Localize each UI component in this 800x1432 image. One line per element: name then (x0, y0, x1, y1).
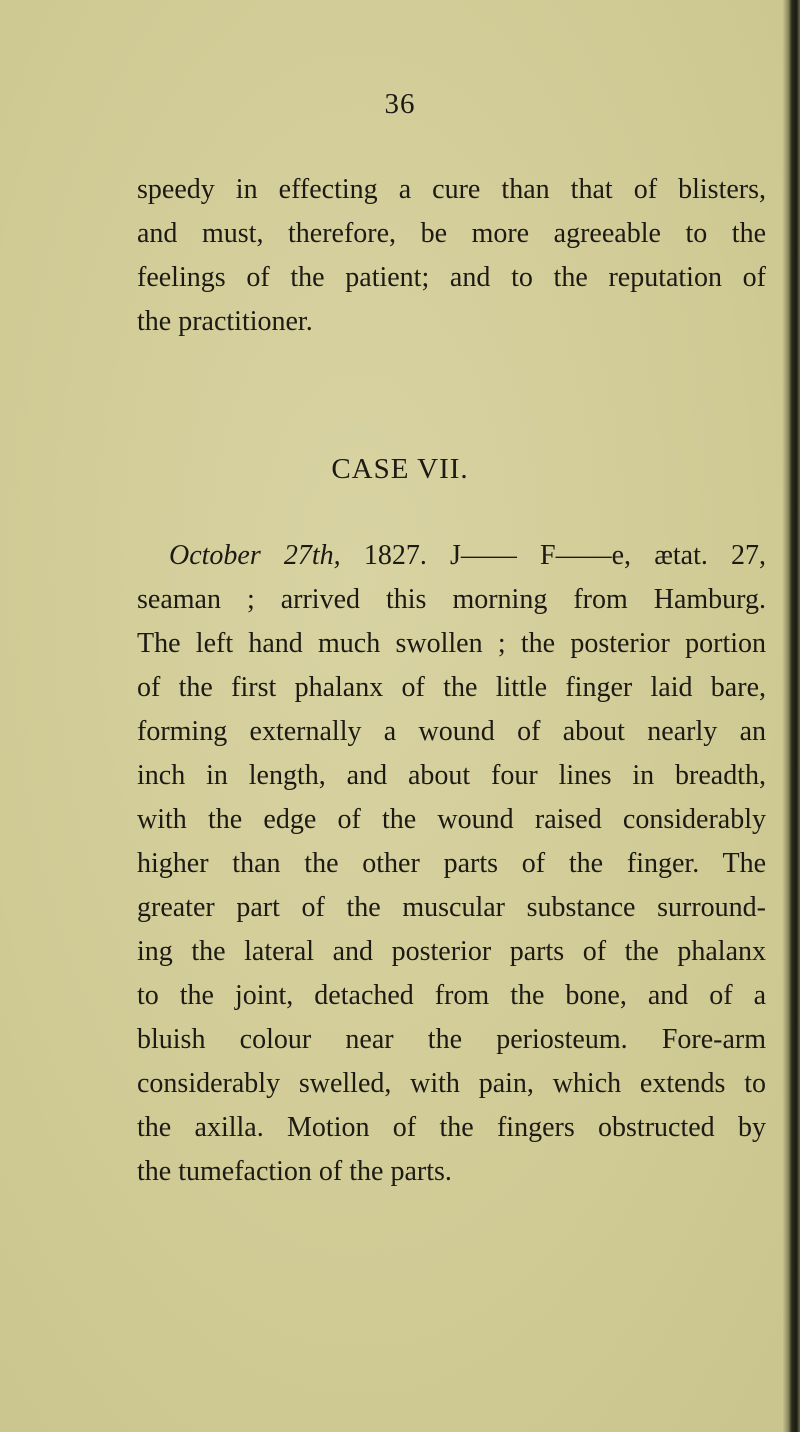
case-heading: CASE VII. (331, 453, 469, 485)
page-number: 36 (384, 88, 416, 120)
text-line: greater part of the muscular substance surround- (137, 892, 766, 923)
text-line: considerably swelled, with pain, which extends to (137, 1068, 766, 1099)
text-line: and must, therefore, be more agreeable to the (137, 218, 766, 249)
page-binding-edge (782, 0, 800, 1432)
text-line: bluish colour near the periosteum. Fore-arm (137, 1024, 766, 1055)
text-line: the practitioner. (137, 306, 313, 337)
text-line: feelings of the patient; and to the reputation of (137, 262, 766, 293)
case-date: October 27th, (169, 540, 341, 571)
text-line: higher than the other parts of the finger. The (137, 848, 766, 879)
case-paragraph (137, 534, 766, 1194)
case-patient-info: 1827. J—— F——e, ætat. 27, (340, 540, 767, 571)
opening-paragraph (137, 168, 766, 344)
text-line: of the first phalanx of the little finger laid bare, (137, 672, 766, 703)
text-line: ing the lateral and posterior parts of the phalanx (137, 936, 766, 967)
case-first-line (137, 534, 766, 578)
text-line: to the joint, detached from the bone, and of a (137, 980, 766, 1011)
text-line: forming externally a wound of about nearly an (137, 716, 766, 747)
text-line: The left hand much swollen ; the posterior portion (137, 628, 766, 659)
text-line: the tumefaction of the parts. (137, 1156, 452, 1187)
text-line: inch in length, and about four lines in breadth, (137, 760, 766, 791)
text-line: with the edge of the wound raised considerably (137, 804, 766, 835)
text-line: speedy in effecting a cure than that of blisters, (137, 174, 766, 205)
text-line: the axilla. Motion of the fingers obstructed by (137, 1112, 766, 1143)
text-line: seaman ; arrived this morning from Hamburg. (137, 584, 766, 615)
